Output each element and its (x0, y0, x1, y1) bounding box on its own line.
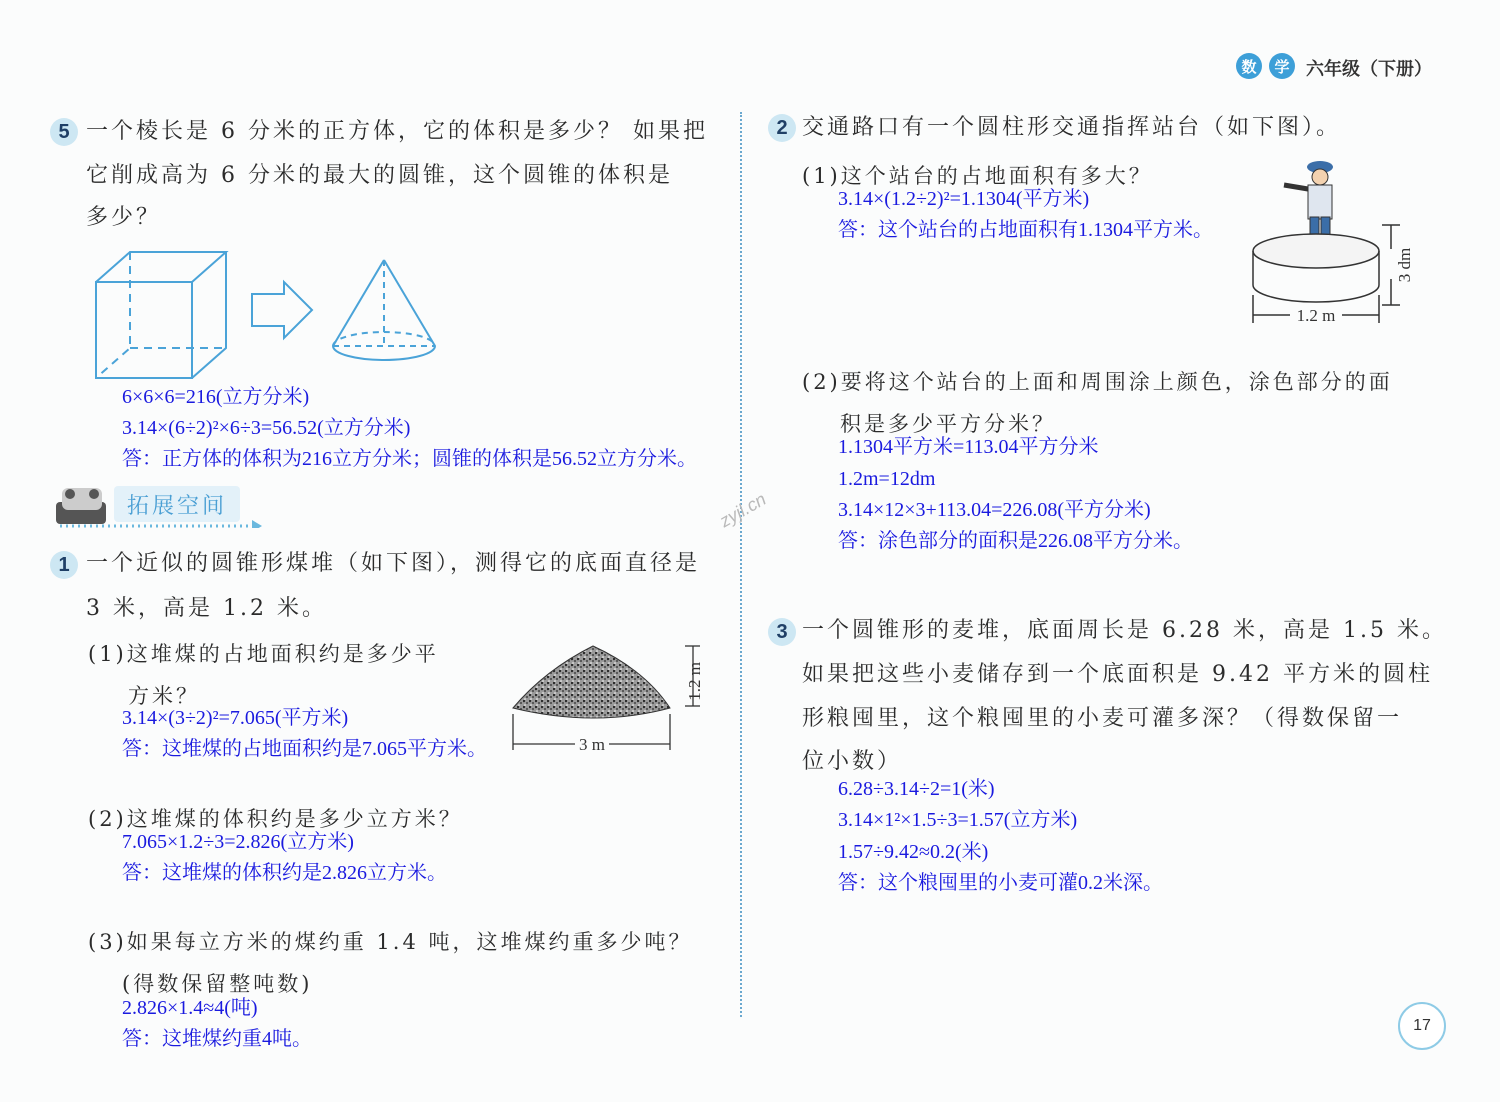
cube-side-face (192, 252, 226, 378)
q5-answer-1: 6×6×6=216(立方分米) (122, 386, 310, 408)
q1-part3-answer-1: 2.826×1.4≈4(吨) (122, 997, 258, 1019)
cone-base-front (333, 346, 435, 360)
grade-label: 六年级（下册） (1306, 59, 1432, 79)
q5-answer-3: 答：正方体的体积为216立方分米；圆锥的体积是56.52立方分米。 (122, 448, 697, 470)
q2-part1-answer-2: 答：这个站台的占地面积有1.1304平方米。 (838, 219, 1213, 241)
coal-height-label: 1.2 m (685, 662, 704, 701)
q5-text-line-2: 它削成高为 6 分米的最大的圆锥，这个圆锥的体积是 (86, 163, 673, 188)
q1-part3-answer-2: 答：这堆煤约重4吨。 (122, 1028, 312, 1050)
question-number-2: 2 (768, 114, 796, 142)
q2-text-line-1: 交通路口有一个圆柱形交通指挥站台（如下图）。 (802, 115, 1342, 140)
q1-part3-line-1: (3)如果每立方米的煤约重 1.4 吨，这堆煤约重多少吨？ (88, 930, 693, 954)
q2-part2-answer-3: 3.14×12×3+113.04=226.08(平方分米) (838, 499, 1151, 521)
q1-part2-answer-2: 答：这堆煤的体积约是2.826立方米。 (122, 862, 447, 884)
q1-part1-answer-2: 答：这堆煤的占地面积约是7.065平方米。 (122, 738, 487, 760)
traffic-platform-figure (1250, 155, 1430, 327)
section-title: 拓展空间 (114, 486, 240, 522)
q1-part1-line-1: (1)这堆煤的占地面积约是多少平 (88, 642, 439, 666)
q2-part2-line-2: 积是多少平方分米？ (840, 412, 1056, 436)
q3-text-line-1: 一个圆锥形的麦堆，底面周长是 6.28 米，高是 1.5 米。 (802, 618, 1447, 643)
subject-badge-math-1: 数 (1236, 53, 1262, 79)
question-number-3: 3 (768, 618, 796, 646)
q2-part2-answer-2: 1.2m=12dm (838, 468, 936, 490)
q2-part2-answer-4: 答：涂色部分的面积是226.08平方分米。 (838, 530, 1193, 552)
arrow-right-icon (252, 282, 312, 338)
q3-text-line-3: 形粮囤里，这个粮囤里的小麦可灌多深？（得数保留一 (802, 706, 1403, 731)
q1-text-line-1: 一个近似的圆锥形煤堆（如下图），测得它的底面直径是 (86, 551, 701, 576)
column-divider (740, 112, 742, 1017)
q2-part2-answer-1: 1.1304平方米=113.04平方分米 (838, 436, 1099, 458)
q5-text-line-1: 一个棱长是 6 分米的正方体，它的体积是多少？ 如果把 (86, 119, 708, 144)
coal-pile (513, 646, 670, 718)
q3-answer-2: 3.14×1²×1.5÷3=1.57(立方米) (838, 809, 1078, 831)
question-number-5: 5 (50, 118, 78, 146)
page-number: 17 (1398, 1002, 1446, 1050)
q3-text-line-2: 如果把这些小麦储存到一个底面积是 9.42 平方米的圆柱 (802, 662, 1433, 687)
q3-answer-1: 6.28÷3.14÷2=1(米) (838, 778, 995, 800)
q1-part2-answer-1: 7.065×1.2÷3=2.826(立方米) (122, 831, 354, 853)
watermark: zyjl.cn (716, 488, 770, 532)
platform-height-label: 3 dm (1395, 247, 1414, 283)
cube-front-face (96, 282, 192, 378)
question-number-1: 1 (50, 551, 78, 579)
q2-part1-line-1: (1)这个站台的占地面积有多大？ (802, 164, 1153, 188)
cube-top-face (96, 252, 226, 282)
q1-part1-answer-1: 3.14×(3÷2)²=7.065(平方米) (122, 707, 349, 729)
q1-part1-line-2: 方米？ (128, 684, 200, 708)
coal-pile-figure (505, 640, 720, 758)
platform-diameter-label: 1.2 m (1296, 306, 1336, 325)
q1-part2-line-1: (2)这堆煤的体积约是多少立方米？ (88, 807, 463, 831)
q5-answer-2: 3.14×(6÷2)²×6÷3=56.52(立方分米) (122, 417, 411, 439)
q3-text-line-4: 位小数） (802, 749, 903, 774)
q3-answer-4: 答：这个粮囤里的小麦可灌0.2米深。 (838, 872, 1163, 894)
q2-part1-answer-1: 3.14×(1.2÷2)²=1.1304(平方米) (838, 188, 1090, 210)
coal-width-label: 3 m (579, 735, 605, 754)
q3-answer-3: 1.57÷9.42≈0.2(米) (838, 841, 989, 863)
q2-part2-line-1: (2)要将这个站台的上面和周围涂上颜色，涂色部分的面 (802, 370, 1393, 394)
subject-badge-math-2: 学 (1269, 53, 1295, 79)
cube-to-cone-figure (92, 248, 442, 382)
q1-part3-line-2: (得数保留整吨数) (122, 972, 313, 996)
q5-text-line-3: 多少？ (86, 205, 162, 230)
q1-text-line-2: 3 米，高是 1.2 米。 (86, 596, 327, 621)
